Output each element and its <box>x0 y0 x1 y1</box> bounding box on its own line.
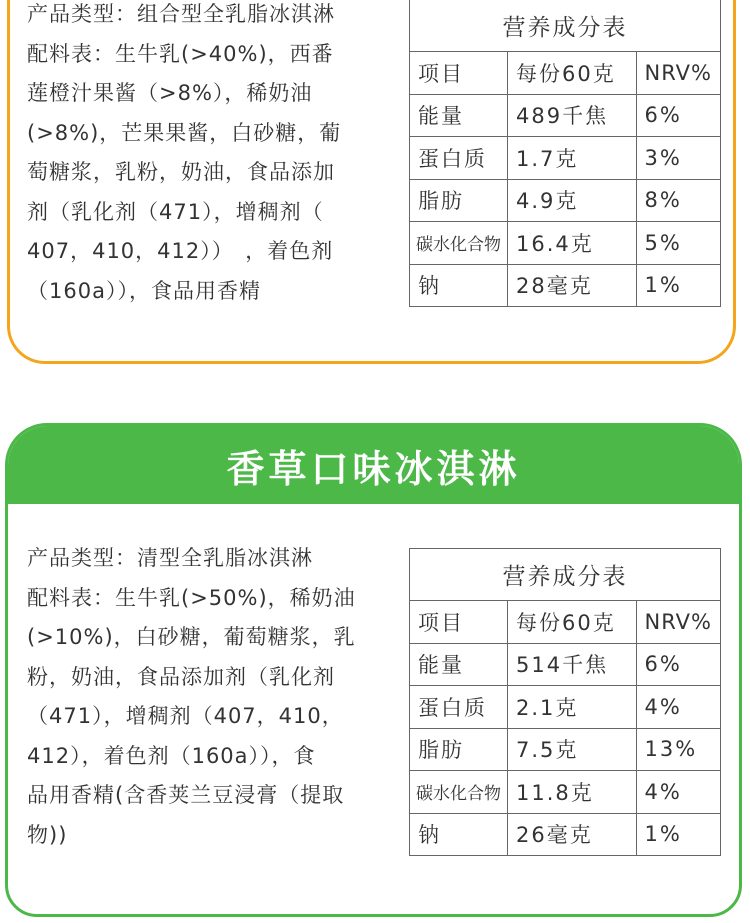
ingredient-line: 莲橙汁果酱（>8%），稀奶油 <box>27 81 313 105</box>
nutrient-amount: 28毫克 <box>508 264 637 307</box>
ingredient-line: 粉，奶油，食品添加剂（乳化剂 <box>27 664 335 689</box>
header-item: 项目 <box>410 52 508 95</box>
nutrient-amount: 514千焦 <box>508 643 637 686</box>
nutrient-nrv: 1% <box>636 813 720 856</box>
ingredient-line: 配料表：生牛乳(>50%)，稀奶油 <box>27 585 356 610</box>
nutrient-name: 能量 <box>410 643 508 686</box>
nutrient-name: 蛋白质 <box>410 686 508 729</box>
nutrient-amount: 11.8克 <box>508 771 637 814</box>
ingredient-line: 407，410，412）） ，着色剂 <box>27 239 334 263</box>
vanilla-card-title: 香草口味冰淇淋 <box>226 446 521 491</box>
ingredient-line: 剂（乳化剂（471），增稠剂（ <box>27 199 324 224</box>
nutrition-table-caption: 营养成分表 <box>410 549 721 601</box>
nutrient-name: 钠 <box>410 813 508 856</box>
header-amount: 每份60克 <box>508 601 637 644</box>
nutrient-name: 能量 <box>410 94 508 137</box>
nutrient-nrv: 3% <box>636 137 720 180</box>
nutrient-amount: 2.1克 <box>508 686 637 729</box>
header-nrv: NRV% <box>636 52 720 95</box>
ingredient-line: 萄糖浆，乳粉，奶油，食品添加 <box>27 160 335 184</box>
ingredient-line: 产品类型：组合型全乳脂冰淇淋 <box>27 2 335 26</box>
table-row <box>410 179 721 222</box>
ingredient-line: （160a）），食品用香精 <box>27 278 261 303</box>
ingredient-line: 物)) <box>27 822 68 847</box>
table-row <box>410 94 721 137</box>
table-row <box>410 686 721 729</box>
nutrition-table-caption: 营养成分表 <box>410 0 721 52</box>
nutrition-header-row <box>410 601 721 644</box>
nutrient-nrv: 13% <box>636 728 720 771</box>
nutrient-amount: 489千焦 <box>508 94 637 137</box>
ingredient-line: 品用香精(含香荚兰豆浸膏（提取 <box>27 783 345 807</box>
nutrient-name: 碳水化合物 <box>410 771 508 814</box>
nutrient-nrv: 6% <box>636 94 720 137</box>
header-nrv: NRV% <box>636 601 720 644</box>
table-row <box>410 137 721 180</box>
nutrient-name: 碳水化合物 <box>410 222 508 265</box>
nutrient-nrv: 4% <box>636 686 720 729</box>
table-row <box>410 643 721 686</box>
ingredient-line: (>10%)，白砂糖，葡萄糖浆，乳 <box>27 625 356 649</box>
ingredient-line: 412），着色剂（160a）），食 <box>27 743 316 768</box>
nutrient-nrv: 4% <box>636 771 720 814</box>
nutrient-amount: 7.5克 <box>508 728 637 771</box>
table-row <box>410 771 721 814</box>
vanilla-ingredients-text <box>27 539 389 855</box>
ingredient-line: 产品类型：清型全乳脂冰淇淋 <box>27 546 313 570</box>
nutrient-nrv: 1% <box>636 264 720 307</box>
nutrition-header-row <box>410 52 721 95</box>
table-row <box>410 728 721 771</box>
nutrient-name: 脂肪 <box>410 179 508 222</box>
vanilla-nutrition-table <box>409 548 721 856</box>
table-row <box>410 222 721 265</box>
nutrient-amount: 26毫克 <box>508 813 637 856</box>
table-row <box>410 813 721 856</box>
nutrient-name: 蛋白质 <box>410 137 508 180</box>
nutrient-name: 脂肪 <box>410 728 508 771</box>
header-item: 项目 <box>410 601 508 644</box>
nutrient-name: 钠 <box>410 264 508 307</box>
nutrient-nrv: 6% <box>636 643 720 686</box>
ingredient-line: 配料表：生牛乳(>40%)，西番 <box>27 41 334 66</box>
nutrient-amount: 16.4克 <box>508 222 637 265</box>
mango-ingredients-text <box>27 0 389 311</box>
mango-nutrition-table <box>409 0 721 307</box>
nutrient-nrv: 5% <box>636 222 720 265</box>
nutrient-nrv: 8% <box>636 179 720 222</box>
nutrient-amount: 4.9克 <box>508 179 637 222</box>
ingredient-line: (>8%)，芒果果酱，白砂糖，葡 <box>27 120 342 145</box>
ingredient-line: （471），增稠剂（407，410， <box>27 704 344 728</box>
header-amount: 每份60克 <box>508 52 637 95</box>
nutrient-amount: 1.7克 <box>508 137 637 180</box>
vanilla-card-header <box>8 426 739 504</box>
table-row <box>410 264 721 307</box>
